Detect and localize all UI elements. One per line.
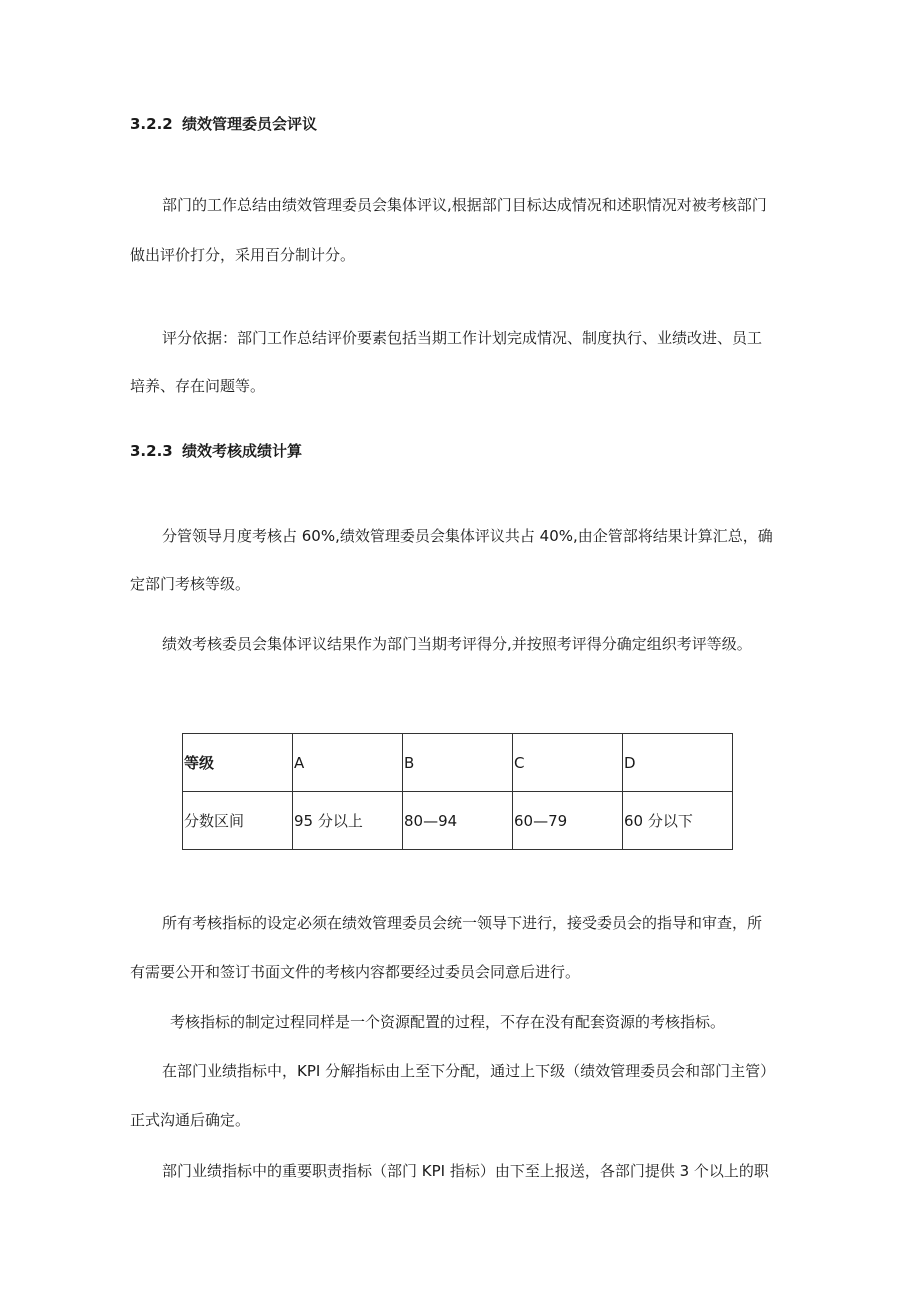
paragraph-line: 所有考核指标的设定必须在绩效管理委员会统一领导下进行，接受委员会的指导和审查，所	[162, 914, 763, 932]
section-title: 绩效管理委员会评议	[182, 115, 318, 133]
table-cell: 60—79	[513, 792, 623, 850]
section-number: 3.2.2	[130, 115, 173, 133]
table-cell: B	[403, 734, 513, 792]
paragraph-line: 部门业绩指标中的重要职责指标（部门 KPI 指标）由下至上报送，各部门提供 3 个以上的职	[162, 1162, 769, 1180]
table-cell: C	[513, 734, 623, 792]
paragraph-line: 评分依据：部门工作总结评价要素包括当期工作计划完成情况、制度执行、业绩改进、员工	[162, 329, 763, 347]
section-heading-3-2-2	[130, 113, 317, 134]
paragraph-line: 考核指标的制定过程同样是一个资源配置的过程，不存在没有配套资源的考核指标。	[170, 1013, 726, 1031]
table-cell: 95 分以上	[293, 792, 403, 850]
grade-table	[182, 733, 733, 850]
table-cell: 分数区间	[183, 792, 293, 850]
table-cell: D	[623, 734, 733, 792]
paragraph-line: 培养、存在问题等。	[130, 377, 266, 395]
paragraph-line: 在部门业绩指标中，KPI 分解指标由上至下分配，通过上下级（绩效管理委员会和部门主管）	[162, 1062, 776, 1080]
paragraph-line: 做出评价打分，采用百分制计分。	[130, 246, 356, 264]
paragraph-line: 分管领导月度考核占 60%,绩效管理委员会集体评议共占 40%,由企管部将结果计算汇总，确	[162, 527, 773, 545]
section-heading-3-2-3	[130, 440, 302, 461]
paragraph-line: 部门的工作总结由绩效管理委员会集体评议,根据部门目标达成情况和述职情况对被考核部门	[162, 196, 767, 214]
paragraph-line: 绩效考核委员会集体评议结果作为部门当期考评得分,并按照考评得分确定组织考评等级。	[162, 635, 752, 653]
paragraph-line: 有需要公开和签订书面文件的考核内容都要经过委员会同意后进行。	[130, 963, 581, 981]
table-cell: 80—94	[403, 792, 513, 850]
table-cell: 等级	[183, 734, 293, 792]
table-cell: 60 分以下	[623, 792, 733, 850]
table-header-row	[183, 734, 733, 792]
section-number: 3.2.3	[130, 442, 173, 460]
table-cell: A	[293, 734, 403, 792]
paragraph-line: 正式沟通后确定。	[130, 1111, 251, 1129]
paragraph-line: 定部门考核等级。	[130, 575, 251, 593]
section-title: 绩效考核成绩计算	[182, 442, 303, 460]
table-row	[183, 792, 733, 850]
